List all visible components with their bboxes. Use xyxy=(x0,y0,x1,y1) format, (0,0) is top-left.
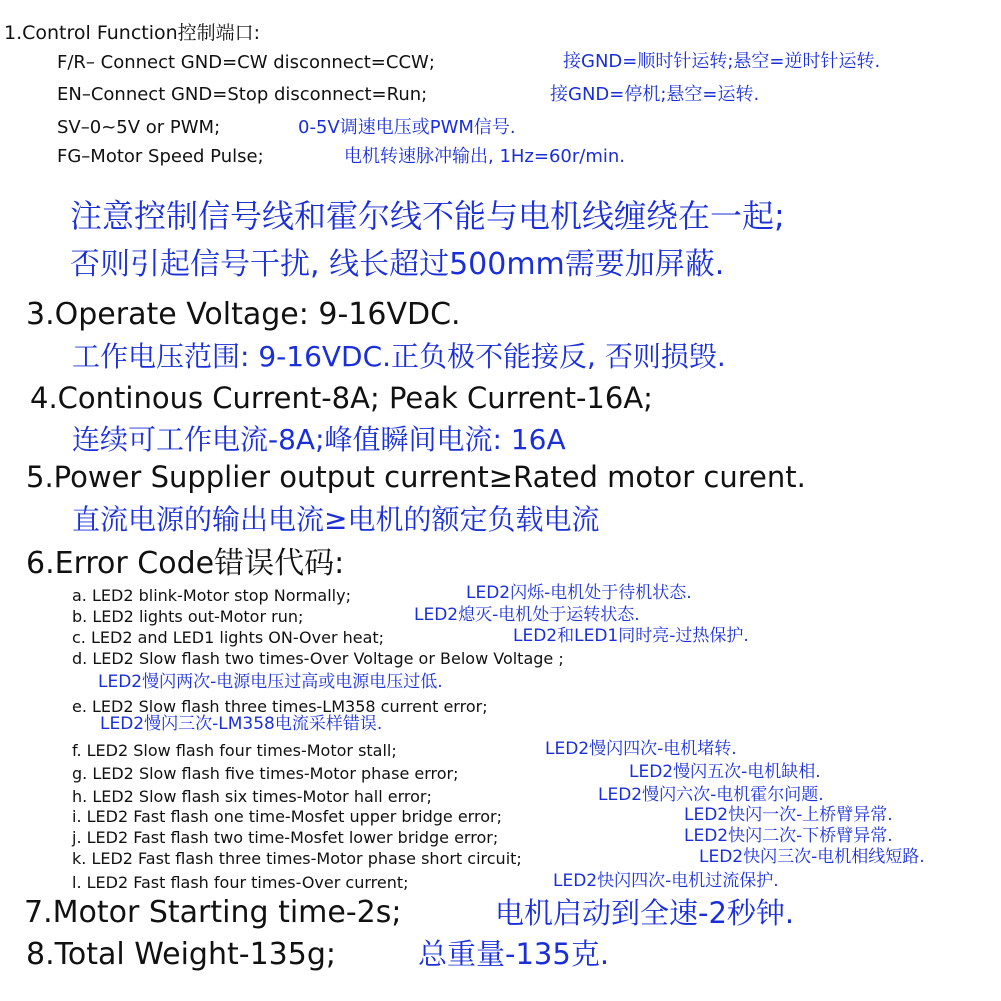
continuous-current-cn: 连续可工作电流-8A;峰值瞬间电流: 16A xyxy=(72,423,566,456)
error-item-b: b. LED2 lights out-Motor run; xyxy=(72,607,304,626)
fr-description-cn: 接GND=顺时针运转;悬空=逆时针运转. xyxy=(563,51,881,72)
error-item-d: d. LED2 Slow flash two times-Over Voltage or Below Voltage ; xyxy=(72,649,564,668)
motor-starting-time: 7.Motor Starting time-2s; xyxy=(24,895,402,930)
control-function-title: 1.Control Function控制端口: xyxy=(4,22,261,44)
total-weight-cn: 总重量-135克. xyxy=(418,937,610,971)
error-item-d-cn: LED2慢闪两次-电源电压过高或电源电压过低. xyxy=(98,672,443,692)
error-item-a-cn: LED2闪烁-电机处于待机状态. xyxy=(466,583,692,603)
error-item-e-cn: LED2慢闪三次-LM358电流采样错误. xyxy=(100,714,383,734)
error-item-i-cn: LED2快闪一次-上桥臂异常. xyxy=(684,805,893,825)
error-item-f-cn: LED2慢闪四次-电机堵转. xyxy=(545,739,737,759)
fg-description-cn: 电机转速脉冲输出, 1Hz=60r/min. xyxy=(344,146,625,167)
continuous-current: 4.Continous Current-8A; Peak Current-16A; xyxy=(30,381,653,415)
error-item-b-cn: LED2熄灭-电机处于运转状态. xyxy=(414,605,640,625)
error-item-c-cn: LED2和LED1同时亮-过热保护. xyxy=(513,626,749,646)
error-item-k: k. LED2 Fast flash three times-Motor phase short circuit; xyxy=(72,849,522,868)
error-item-g: g. LED2 Slow flash five times-Motor phase error; xyxy=(72,764,459,783)
fg-description: FG–Motor Speed Pulse; xyxy=(57,146,264,167)
sv-description-cn: 0-5V调速电压或PWM信号. xyxy=(298,117,516,138)
fr-description: F/R– Connect GND=CW disconnect=CCW; xyxy=(57,52,435,73)
operate-voltage-cn: 工作电压范围: 9-16VDC.正负极不能接反, 否则损毁. xyxy=(72,340,726,373)
wiring-note-line2: 否则引起信号干扰, 线长超过500mm需要加屏蔽. xyxy=(70,247,725,282)
error-item-f: f. LED2 Slow flash four times-Motor stall; xyxy=(72,741,397,760)
error-item-l-cn: LED2快闪四次-电机过流保护. xyxy=(553,871,779,891)
en-description: EN–Connect GND=Stop disconnect=Run; xyxy=(57,84,428,105)
error-item-h: h. LED2 Slow flash six times-Motor hall error; xyxy=(72,787,432,806)
error-item-i: i. LED2 Fast flash one time-Mosfet upper bridge error; xyxy=(72,807,502,826)
error-item-k-cn: LED2快闪三次-电机相线短路. xyxy=(699,847,925,867)
error-item-h-cn: LED2慢闪六次-电机霍尔问题. xyxy=(598,785,824,805)
error-item-j-cn: LED2快闪二次-下桥臂异常. xyxy=(684,826,893,846)
error-item-g-cn: LED2慢闪五次-电机缺相. xyxy=(629,762,821,782)
error-item-a: a. LED2 blink-Motor stop Normally; xyxy=(72,586,351,605)
total-weight: 8.Total Weight-135g; xyxy=(26,937,336,972)
operate-voltage: 3.Operate Voltage: 9-16VDC. xyxy=(26,297,461,332)
wiring-note-line1: 注意控制信号线和霍尔线不能与电机线缠绕在一起; xyxy=(70,197,785,235)
error-item-c: c. LED2 and LED1 lights ON-Over heat; xyxy=(72,628,385,647)
power-supplier: 5.Power Supplier output current≥Rated motor curent. xyxy=(26,460,806,494)
motor-starting-time-cn: 电机启动到全速-2秒钟. xyxy=(495,896,795,930)
error-item-e: e. LED2 Slow flash three times-LM358 current error; xyxy=(72,697,488,716)
en-description-cn: 接GND=停机;悬空=运转. xyxy=(550,84,760,105)
error-item-l: l. LED2 Fast flash four times-Over current; xyxy=(72,873,409,892)
power-supplier-cn: 直流电源的输出电流≥电机的额定负载电流 xyxy=(72,503,600,536)
sv-description: SV–0~5V or PWM; xyxy=(57,117,221,138)
error-item-j: j. LED2 Fast flash two time-Mosfet lower bridge error; xyxy=(72,828,499,847)
error-code-title: 6.Error Code错误代码: xyxy=(26,546,345,581)
